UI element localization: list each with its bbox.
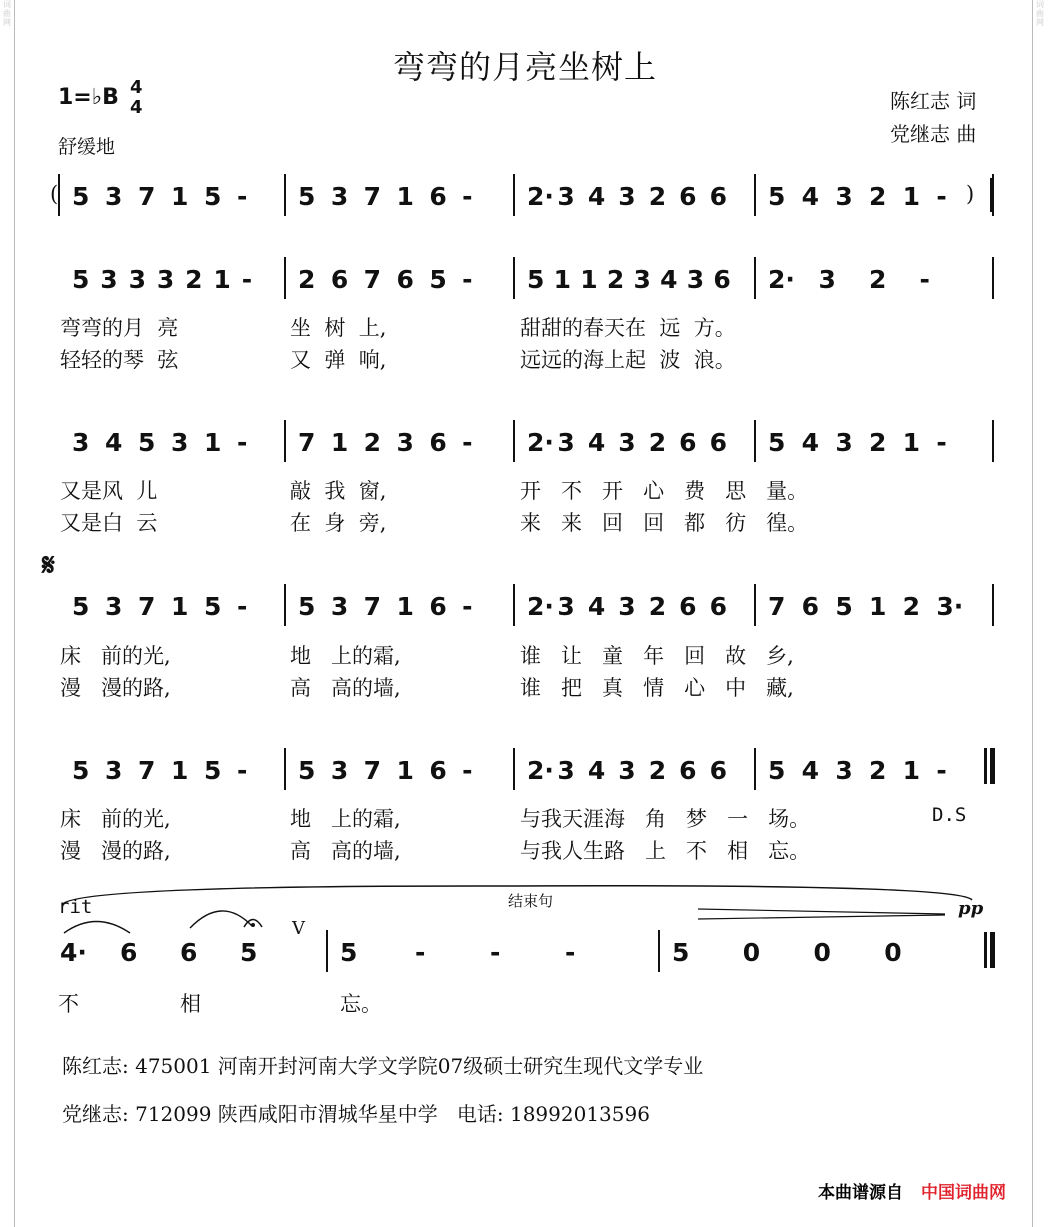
note: 3 — [72, 428, 90, 457]
note: 5 — [72, 265, 90, 294]
note: 7 — [363, 756, 382, 785]
lyric-line: 谁 让 童 年 回 故 乡, — [520, 644, 794, 668]
note: 5 — [204, 182, 222, 211]
dash-note: - — [415, 938, 426, 967]
note: 3 — [557, 756, 575, 785]
note: 4 — [587, 428, 606, 457]
note: 4 — [587, 756, 606, 785]
source-label: 本曲谱源自 — [818, 1183, 903, 1203]
note: 2· — [768, 265, 795, 294]
note: 6 — [713, 265, 731, 294]
note: 7 — [138, 756, 156, 785]
breath-mark: V — [292, 918, 305, 939]
composer-credit: 党继志 曲 — [890, 122, 977, 146]
note: 6 — [679, 756, 697, 785]
note: 6 — [679, 592, 697, 621]
dynamic-pp: pp — [958, 898, 984, 919]
note: 1 — [902, 428, 921, 457]
note: 6 — [709, 428, 727, 457]
note: 3 — [156, 265, 175, 294]
note: 5 — [72, 182, 90, 211]
note: 4 — [105, 428, 123, 457]
note: 3 — [835, 428, 853, 457]
note: 5 — [340, 938, 358, 967]
watermark: 词曲网 — [1036, 0, 1044, 27]
note: 2 — [869, 756, 887, 785]
note: 6 — [801, 592, 820, 621]
lyric-line: 甜甜的春天在 远 方。 — [520, 316, 736, 340]
note: 5 — [204, 592, 222, 621]
note: 7 — [298, 428, 316, 457]
dash-note: - — [237, 428, 248, 457]
lyric-line: 轻轻的琴 弦 — [60, 348, 179, 372]
note: 5 — [429, 265, 447, 294]
note: 3 — [100, 265, 118, 294]
note: 6 — [709, 592, 727, 621]
lyric-line: 地 上的霜, — [290, 644, 401, 668]
note: 2 — [298, 265, 316, 294]
note: 5 — [835, 592, 853, 621]
lyric-line: 高 高的墙, — [290, 676, 401, 700]
note: 3 — [105, 592, 123, 621]
note: 4 — [801, 428, 820, 457]
note: 6 — [180, 938, 198, 967]
dash-note: - — [936, 182, 947, 211]
note: 1 — [902, 756, 921, 785]
note: 1 — [396, 592, 414, 621]
note: 3 — [818, 265, 836, 294]
note: 7 — [768, 592, 786, 621]
note: 1 — [580, 265, 598, 294]
note: 1 — [171, 182, 189, 211]
note: 5 — [768, 428, 786, 457]
key-signature: 1=♭B — [58, 85, 119, 110]
song-title: 弯弯的月亮坐树上 — [392, 48, 657, 86]
dash-note: - — [237, 182, 248, 211]
dash-note: - — [462, 265, 473, 294]
note: 2 — [869, 265, 887, 294]
lyric-line: 床 前的光, — [60, 807, 171, 831]
note: 1 — [171, 756, 189, 785]
note: 3 — [618, 592, 636, 621]
note: 1 — [902, 182, 921, 211]
note: 5 — [298, 182, 316, 211]
note: 2· — [527, 428, 554, 457]
dash-note: - — [462, 756, 473, 785]
note: 1 — [553, 265, 572, 294]
lyric-line: 相 — [180, 992, 201, 1016]
note: 1 — [330, 428, 349, 457]
note: 3 — [105, 182, 123, 211]
dash-note: - — [490, 938, 501, 967]
lyric-line: 不 — [58, 992, 79, 1016]
note: 3 — [618, 428, 636, 457]
note: 0 — [813, 938, 831, 967]
note: 1 — [396, 756, 414, 785]
dash-note: - — [462, 182, 473, 211]
note: 4 — [587, 592, 606, 621]
note: 3 — [557, 592, 575, 621]
note: 6 — [396, 265, 414, 294]
note: 4· — [60, 938, 87, 967]
lyric-line: 在 身 旁, — [290, 511, 387, 535]
lyric-line: 忘。 — [340, 992, 382, 1016]
note: 3 — [557, 428, 575, 457]
segno-sign: 𝄋 — [42, 548, 55, 583]
note: 1 — [213, 265, 231, 294]
watermark: 词曲网 — [3, 0, 11, 27]
dash-note: - — [936, 428, 947, 457]
note: 3 — [835, 182, 853, 211]
note: 3 — [396, 428, 414, 457]
note: 5 — [298, 592, 316, 621]
note: 6 — [429, 756, 447, 785]
note: 4 — [801, 182, 820, 211]
note: 5 — [768, 182, 786, 211]
note: 7 — [363, 182, 382, 211]
note: 3 — [128, 265, 146, 294]
lyric-line: 开 不 开 心 费 思 量。 — [520, 479, 809, 503]
ending-label: 结束句 — [508, 892, 554, 910]
note: 5 — [672, 938, 690, 967]
ritardando: rit — [58, 896, 93, 918]
note: 6 — [429, 428, 447, 457]
lyric-line: 坐 树 上, — [290, 316, 387, 340]
lyric-line: 又是白 云 — [60, 511, 158, 535]
note: 6 — [709, 756, 727, 785]
note: 3 — [557, 182, 575, 211]
lyricist-credit: 陈红志 词 — [890, 89, 977, 113]
note: 3 — [835, 756, 853, 785]
dash-note: - — [565, 938, 576, 967]
note: 6 — [330, 265, 349, 294]
dash-note: - — [237, 756, 248, 785]
note: 3 — [618, 756, 636, 785]
lyric-line: 地 上的霜, — [290, 807, 401, 831]
note: 2 — [648, 592, 667, 621]
dash-note: - — [462, 428, 473, 457]
dash-note: - — [237, 592, 248, 621]
note: 4 — [801, 756, 820, 785]
note: 2 — [185, 265, 203, 294]
note: 7 — [363, 265, 382, 294]
note: 5 — [527, 265, 545, 294]
dash-note: - — [241, 265, 253, 294]
lyric-line: 床 前的光, — [60, 644, 171, 668]
lyric-line: 弯弯的月 亮 — [60, 316, 179, 340]
note: 5 — [138, 428, 156, 457]
note: 3 — [105, 756, 123, 785]
note: 7 — [138, 182, 156, 211]
note: 6 — [120, 938, 138, 967]
note: 3 — [330, 182, 349, 211]
note: 5 — [204, 756, 222, 785]
note: 3 — [171, 428, 189, 457]
note: 2 — [902, 592, 921, 621]
note: 6 — [429, 182, 447, 211]
time-bottom: 4 — [130, 97, 143, 118]
note: 2 — [648, 428, 667, 457]
note: 1 — [869, 592, 887, 621]
note: 2 — [606, 265, 625, 294]
note: 4 — [660, 265, 678, 294]
note: 3 — [633, 265, 651, 294]
note: 5 — [240, 938, 258, 967]
note: 2· — [527, 756, 554, 785]
lyric-line: 与我天涯海 角 梦 一 场。 — [520, 807, 811, 831]
lyric-line: 又是风 儿 — [60, 479, 158, 503]
note: 1 — [171, 592, 189, 621]
lyric-line: 敲 我 窗, — [290, 479, 387, 503]
intro-bracket-close: ) — [966, 182, 975, 206]
note: 3· — [936, 592, 964, 621]
note: 2 — [648, 756, 667, 785]
intro-bracket-open: ( — [50, 182, 59, 206]
note: 4 — [587, 182, 606, 211]
time-top: 4 — [130, 77, 143, 98]
note: 0 — [884, 938, 902, 967]
dal-segno: D.S — [932, 804, 967, 826]
note: 3 — [686, 265, 705, 294]
note: 3 — [330, 756, 349, 785]
note: 6 — [679, 428, 697, 457]
source-site: 中国词曲网 — [921, 1183, 1006, 1203]
note: 6 — [679, 182, 697, 211]
note: 2 — [869, 182, 887, 211]
note: 2· — [527, 592, 554, 621]
contact-composer: 党继志: 712099 陕西咸阳市渭城华星中学 电话: 18992013596 — [62, 1102, 650, 1126]
note: 7 — [363, 592, 382, 621]
note: 2 — [363, 428, 382, 457]
note: 5 — [298, 756, 316, 785]
note: 2 — [648, 182, 667, 211]
dash-note: - — [936, 756, 947, 785]
note: 5 — [72, 756, 90, 785]
note: 7 — [138, 592, 156, 621]
note: 3 — [330, 592, 349, 621]
note: 2· — [527, 182, 554, 211]
note: 2 — [869, 428, 887, 457]
lyric-line: 来 来 回 回 都 彷 徨。 — [520, 511, 809, 535]
lyric-line: 漫 漫的路, — [60, 676, 171, 700]
dash-note: - — [462, 592, 473, 621]
lyric-line: 又 弹 响, — [290, 348, 387, 372]
lyric-line: 漫 漫的路, — [60, 839, 171, 863]
lyric-line: 高 高的墙, — [290, 839, 401, 863]
note: 1 — [396, 182, 414, 211]
tempo-marking: 舒缓地 — [58, 136, 116, 158]
lyric-line: 远远的海上起 波 浪。 — [520, 348, 736, 372]
note: 6 — [709, 182, 727, 211]
lyric-line: 与我人生路 上 不 相 忘。 — [520, 839, 811, 863]
note: 1 — [204, 428, 222, 457]
dash-note: - — [919, 265, 930, 294]
lyric-line: 谁 把 真 情 心 中 藏, — [520, 676, 794, 700]
note: 5 — [72, 592, 90, 621]
note: 3 — [618, 182, 636, 211]
note: 6 — [429, 592, 447, 621]
note: 5 — [768, 756, 786, 785]
note: 0 — [742, 938, 761, 967]
contact-lyricist: 陈红志: 475001 河南开封河南大学文学院07级硕士研究生现代文学专业 — [62, 1054, 704, 1078]
